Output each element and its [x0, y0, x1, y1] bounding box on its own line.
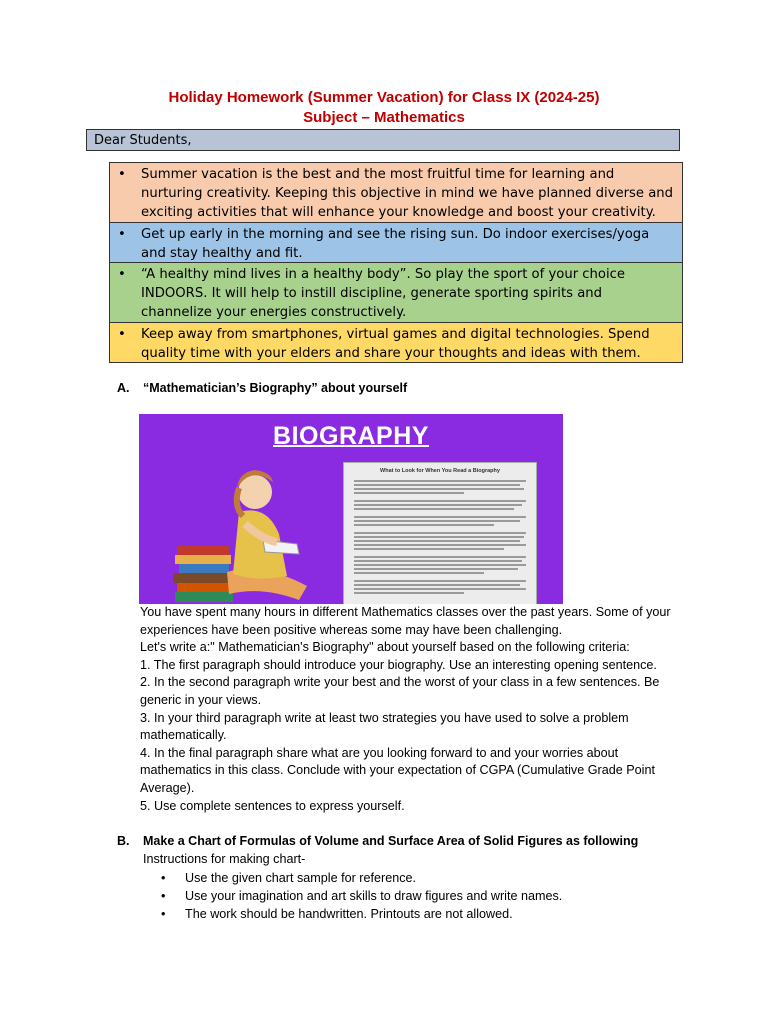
criteria-item: 5. Use complete sentences to express yourself. [140, 798, 405, 813]
bullet-icon: • [118, 227, 126, 242]
section-letter: B. [117, 834, 130, 848]
criteria-item: 2. In the second paragraph write your best and the worst of your class in a few sentences. Be generic in your views. [140, 675, 660, 707]
list-item [161, 869, 562, 887]
note-box-3 [109, 262, 683, 323]
list-item-text: Use the given chart sample for reference. [185, 871, 416, 885]
article-sheet [343, 462, 537, 604]
list-item-text: Use your imagination and art skills to draw figures and write names. [185, 889, 563, 903]
article-title: What to Look for When You Read a Biography [380, 468, 500, 474]
note-text: Keep away from smartphones, virtual games and digital technologies. Spend quality time with your elders and share your thoughts and ideas with them. [141, 327, 650, 361]
page-title: Holiday Homework (Summer Vacation) for Class IX (2024-25) [168, 89, 600, 106]
bullet-icon: • [161, 907, 166, 921]
section-title: Make a Chart of Formulas of Volume and Surface Area of Solid Figures as following [143, 834, 639, 848]
paragraph: Let's write a:" Mathematician's Biography" about yourself based on the following criteria: [140, 640, 630, 655]
greeting-box: Dear Students, [86, 129, 680, 151]
subject-title: Subject – Mathematics [303, 109, 465, 126]
section-b-heading [117, 834, 638, 848]
list-item-text: The work should be handwritten. Printouts are not allowed. [185, 907, 513, 921]
bullet-icon: • [161, 871, 166, 885]
reading-girl-illustration [167, 454, 337, 604]
instructions-list [161, 869, 562, 923]
paragraph: You have spent many hours in different Mathematics classes over the past years. Some of your experiences have been positive whereas some may have been challenging. [140, 605, 671, 637]
list-item [161, 905, 562, 923]
note-box-2 [109, 222, 683, 263]
note-text: “A healthy mind lives in a healthy body”. So play the sport of your choice INDOORS. It will help to instill discipline, generate sporting spirits and channelize your energies constructively. [141, 267, 626, 320]
section-letter: A. [117, 381, 130, 395]
note-text: Summer vacation is the best and the most fruitful time for learning and nurturing creativity. Keeping this objective in mind we have planned diverse and exciting activities that will enhance your knowledge and boost your creativity. [141, 167, 674, 220]
bullet-icon: • [118, 267, 126, 282]
note-box-1 [109, 162, 683, 223]
banner-title: BIOGRAPHY [273, 422, 429, 450]
section-title: “Mathematician’s Biography” about yourself [143, 381, 408, 395]
biography-instructions [140, 604, 680, 815]
criteria-item: 4. In the final paragraph share what are you looking forward to and your worries about mathematics in this class. Conclude with your expectation of CGPA (Cumulative Grade Point Average). [140, 745, 655, 795]
note-text: Get up early in the morning and see the rising sun. Do indoor exercises/yoga and stay healthy and fit. [141, 227, 650, 261]
criteria-item: 3. In your third paragraph write at least two strategies you have used to solve a problem mathematically. [140, 710, 629, 743]
list-item [161, 887, 562, 905]
article-text-lines [344, 463, 536, 604]
bullet-icon: • [118, 327, 126, 342]
note-box-4 [109, 322, 683, 363]
bullet-icon: • [161, 889, 166, 903]
criteria-item: 1. The first paragraph should introduce your biography. Use an interesting opening sentence. [140, 657, 657, 672]
instructions-label: Instructions for making chart- [143, 852, 306, 866]
biography-image [139, 414, 563, 604]
section-a-heading [117, 381, 407, 395]
bullet-icon: • [118, 167, 126, 182]
